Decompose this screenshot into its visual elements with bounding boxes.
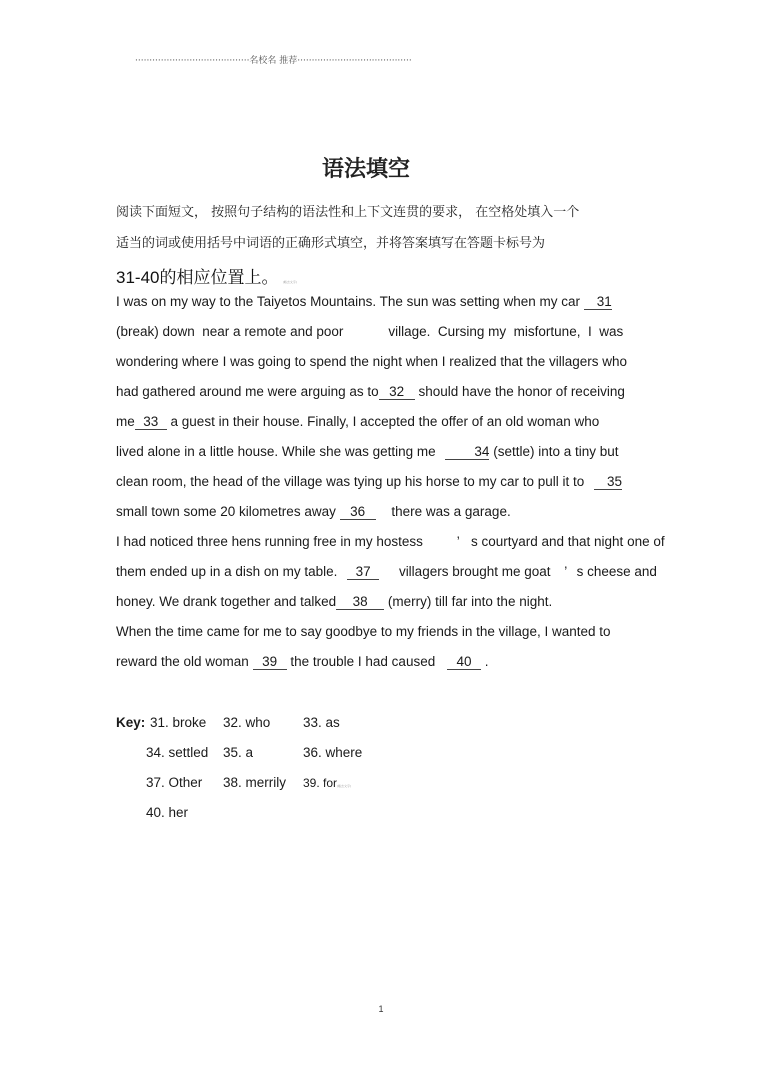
key-answer-38: 38. merrily [223, 775, 287, 790]
passage-line-9 [116, 534, 665, 549]
apostrophe: ’ [456, 534, 460, 549]
passage-text: me [116, 414, 135, 429]
passage-text: honey. We drank together and talked [116, 594, 337, 609]
blank-40: 40 [447, 654, 481, 670]
passage-line-7 [116, 474, 622, 490]
tiny-note: (略去文字) [337, 784, 352, 788]
instruction-line-2: 适当的词或使用括号中词语的正确形式填空，并将答案填写在答题卡标号为 [116, 236, 546, 251]
passage-text: there was a garage. [391, 504, 511, 519]
key-label: Key: [116, 715, 146, 730]
passage-line-1 [116, 294, 612, 310]
page-number: 1 [378, 1004, 384, 1014]
passage-text: the trouble I had caused [290, 654, 436, 669]
passage-text: them ended up in a dish on my table. [116, 564, 338, 579]
passage-text: (merry) till far into the night. [387, 594, 553, 609]
passage-line-6 [116, 444, 619, 460]
passage-line-4 [116, 384, 625, 400]
blank-37: 37 [347, 564, 379, 580]
key-answer-37: 37. Other [146, 775, 203, 790]
passage-text: s cheese and [576, 564, 657, 579]
passage-text: clean room, the head of the village was tying up his horse to my car to pull it to [116, 474, 585, 489]
instruction-range: 31-40的相应位置上。 [116, 268, 279, 287]
passage-line-11 [116, 594, 552, 610]
passage-line-10 [116, 564, 657, 580]
key-answer-39 [303, 775, 351, 790]
passage-line-12: When the time came for me to say goodbye to my friends in the village, I wanted to [116, 624, 611, 639]
key-answer-34: 34. settled [146, 745, 209, 760]
passage-text: . [484, 654, 489, 669]
tiny-note: (略去文字) [282, 280, 297, 284]
key-answer-32: 32. who [223, 715, 271, 730]
blank-31: 31 [584, 294, 612, 310]
passage-text: I was on my way to the Taiyetos Mountains. The sun was setting when my car [116, 294, 580, 309]
page-header: ········································名校名 推荐········································ [135, 56, 412, 66]
passage-text: a guest in their house. Finally, I accepted the offer of an old woman who [170, 414, 600, 429]
apostrophe: ’ [564, 564, 567, 579]
passage-text: s courtyard and that night one of [470, 534, 665, 549]
blank-32: 32 [379, 384, 415, 400]
passage-text: should have the honor of receiving [418, 384, 625, 399]
passage-line-3: wondering where I was going to spend the night when I realized that the villagers who [116, 354, 628, 369]
key-answer-36: 36. where [303, 745, 363, 760]
key-answer-40: 40. her [146, 805, 189, 820]
blank-34: 34 [445, 444, 489, 460]
passage-text: (settle) into a tiny but [493, 444, 619, 459]
passage-text: small town some 20 kilometres away [116, 504, 336, 519]
blank-39: 39 [253, 654, 287, 670]
passage-text: had gathered around me were arguing as to [116, 384, 379, 399]
passage-text: I had noticed three hens running free in my hostess [116, 534, 423, 549]
key-answer-31: 31. broke [150, 715, 207, 730]
passage-text: villagers brought me goat [398, 564, 551, 579]
blank-38: 38 [336, 594, 384, 610]
passage-text: reward the old woman [116, 654, 249, 669]
key-answer-39-text: 39. for [303, 776, 338, 790]
passage-text: lived alone in a little house. While she was getting me [116, 444, 436, 459]
key-answer-33: 33. as [303, 715, 340, 730]
instruction-line-1: 阅读下面短文， 按照句子结构的语法性和上下文连贯的要求， 在空格处填入一个 [116, 205, 580, 220]
key-answer-35: 35. a [223, 745, 254, 760]
instruction-line-3 [116, 263, 297, 288]
passage-line-5 [116, 414, 599, 430]
blank-33: 33 [135, 414, 167, 430]
passage-line-8 [116, 504, 511, 520]
passage-line-2: (break) down near a remote and poor village. Cursing my misfortune, I was [116, 324, 624, 339]
blank-36: 36 [340, 504, 376, 520]
blank-35: 35 [594, 474, 622, 490]
page-title: 语法填空 [321, 156, 410, 182]
passage-line-13 [116, 654, 489, 670]
